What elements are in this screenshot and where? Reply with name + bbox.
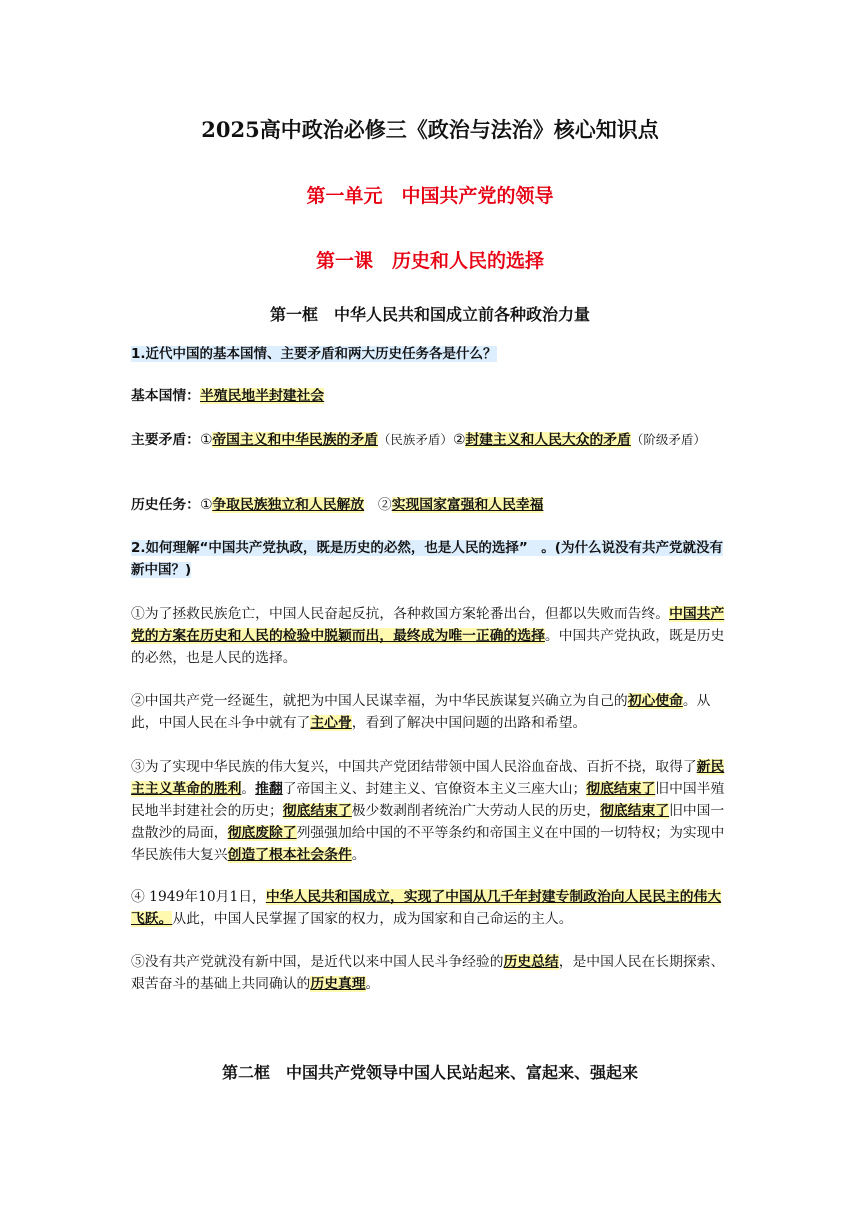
contradiction-label: 主要矛盾： xyxy=(131,432,200,448)
p5-text-a: ⑤没有共产党就没有新中国，是近代以来中国人民斗争经验的 xyxy=(131,954,504,970)
contradiction-num-1: ① xyxy=(199,432,213,448)
p2-text-c: ，看到了解决中国问题的出路和希望。 xyxy=(351,715,587,731)
p3-text-e: 极少数剥削者统治广大劳动人民的历史， xyxy=(351,803,601,819)
p3-highlight-4: 彻底结束了 xyxy=(600,803,670,819)
p3-text-a: ③为了实现中华民族的伟大复兴，中国共产党团结带领中国人民浴血奋战、百折不挠，取得了 xyxy=(131,759,697,775)
p5-text-b: ，是中国人民在长期探索、艰苦奋斗的基础上共同确认的 xyxy=(131,954,725,992)
main-contradictions xyxy=(131,429,731,451)
p2-text-a: ②中国共产党一经诞生，就把为中国人民谋幸福，为中华民族谋复兴确立为自己的 xyxy=(131,693,628,709)
p3-highlight-2: 彻底结束了 xyxy=(586,781,656,797)
p3-text-g: 列强强加给中国的不平等条约和帝国主义在中国的一切特权；为实现中华民族伟大复兴 xyxy=(131,825,725,863)
p3-underline-1: 推翻 xyxy=(255,781,283,797)
question-1-text: 1.近代中国的基本国情、主要矛盾和两大历史任务各是什么？ xyxy=(131,346,497,362)
p3-highlight-1: 新民主主义革命的胜利 xyxy=(131,759,725,797)
p2-highlight-2: 主心骨 xyxy=(310,715,352,731)
p3-text-f: 旧中国一盘散沙的局面， xyxy=(131,803,725,841)
answer-paragraph-3 xyxy=(131,756,731,866)
lesson-heading: 第一课 历史和人民的选择 xyxy=(315,250,544,272)
p1-text-a: ①为了拯救民族危亡，中国人民奋起反抗，各种救国方案轮番出台，但都以失败而告终。 xyxy=(131,606,670,622)
p5-highlight-1: 历史总结 xyxy=(503,954,559,970)
question-2 xyxy=(131,537,731,581)
task-1: 争取民族独立和人民解放 xyxy=(212,497,365,513)
answer-paragraph-4 xyxy=(131,886,731,930)
p2-highlight-1: 初心使命 xyxy=(627,693,683,709)
p3-text-c: 了帝国主义、封建主义、官僚资本主义三座大山； xyxy=(282,781,587,797)
p4-highlight: 中华人民共和国成立，实现了中国从几千年封建专制政治向人民民主的伟大飞跃。 xyxy=(131,889,722,927)
task-2: 实现国家富强和人民幸福 xyxy=(391,497,544,513)
p3-highlight-6: 创造了根本社会条件 xyxy=(227,847,352,863)
unit-heading: 第一单元 中国共产党的领导 xyxy=(306,185,554,207)
task-num-1: ① xyxy=(199,497,213,513)
task-label: 历史任务： xyxy=(131,497,200,513)
contradiction-num-2: ② xyxy=(452,432,466,448)
national-conditions xyxy=(131,385,731,407)
p3-text-h: 。 xyxy=(351,847,366,863)
p3-text-d: 旧中国半殖民地半封建社会的历史； xyxy=(131,781,725,819)
question-2-text-b: 。(为什么说没有共产党就没有新中国？) xyxy=(131,540,723,578)
answer-paragraph-2 xyxy=(131,690,731,734)
frame-heading-2: 第二框 中国共产党领导中国人民站起来、富起来、强起来 xyxy=(221,1063,638,1082)
task-num-2: ② xyxy=(364,497,392,513)
p5-text-c: 。 xyxy=(365,976,380,992)
p3-text-b: 。 xyxy=(241,781,256,797)
answer-paragraph-1 xyxy=(131,603,731,669)
historical-tasks xyxy=(131,494,731,516)
document-title: 2025高中政治必修三《政治与法治》核心知识点 xyxy=(201,117,659,142)
p2-text-b: 。从此，中国人民在斗争中就有了 xyxy=(131,693,711,731)
national-label: 基本国情： xyxy=(131,388,200,404)
answer-paragraph-5 xyxy=(131,951,731,995)
contradiction-2-note: （阶级矛盾） xyxy=(630,432,706,447)
frame-heading-1: 第一框 中华人民共和国成立前各种政治力量 xyxy=(269,305,590,324)
p4-text-a: ④ 1949年10月1日， xyxy=(131,889,266,905)
question-2-text-a: 2.如何理解“中国共产党执政，既是历史的必然，也是人民的选择” xyxy=(131,540,528,556)
p5-highlight-2: 历史真理 xyxy=(310,976,366,992)
national-value: 半殖民地半封建社会 xyxy=(199,388,325,404)
p3-highlight-5: 彻底废除了 xyxy=(227,825,297,841)
contradiction-1: 帝国主义和中华民族的矛盾 xyxy=(212,432,378,448)
p4-text-b: 从此，中国人民掌握了国家的权力，成为国家和自己命运的主人。 xyxy=(172,911,573,927)
contradiction-2: 封建主义和人民大众的矛盾 xyxy=(465,432,631,448)
contradiction-1-note: （民族矛盾） xyxy=(377,432,453,447)
p1-text-b: 。中国共产党执政，既是历史的必然，也是人民的选择。 xyxy=(131,628,725,666)
p1-highlight: 中国共产党的方案在历史和人民的检验中脱颖而出，最终成为唯一正确的选择 xyxy=(131,606,725,644)
question-1 xyxy=(131,343,731,365)
p3-highlight-3: 彻底结束了 xyxy=(282,803,352,819)
